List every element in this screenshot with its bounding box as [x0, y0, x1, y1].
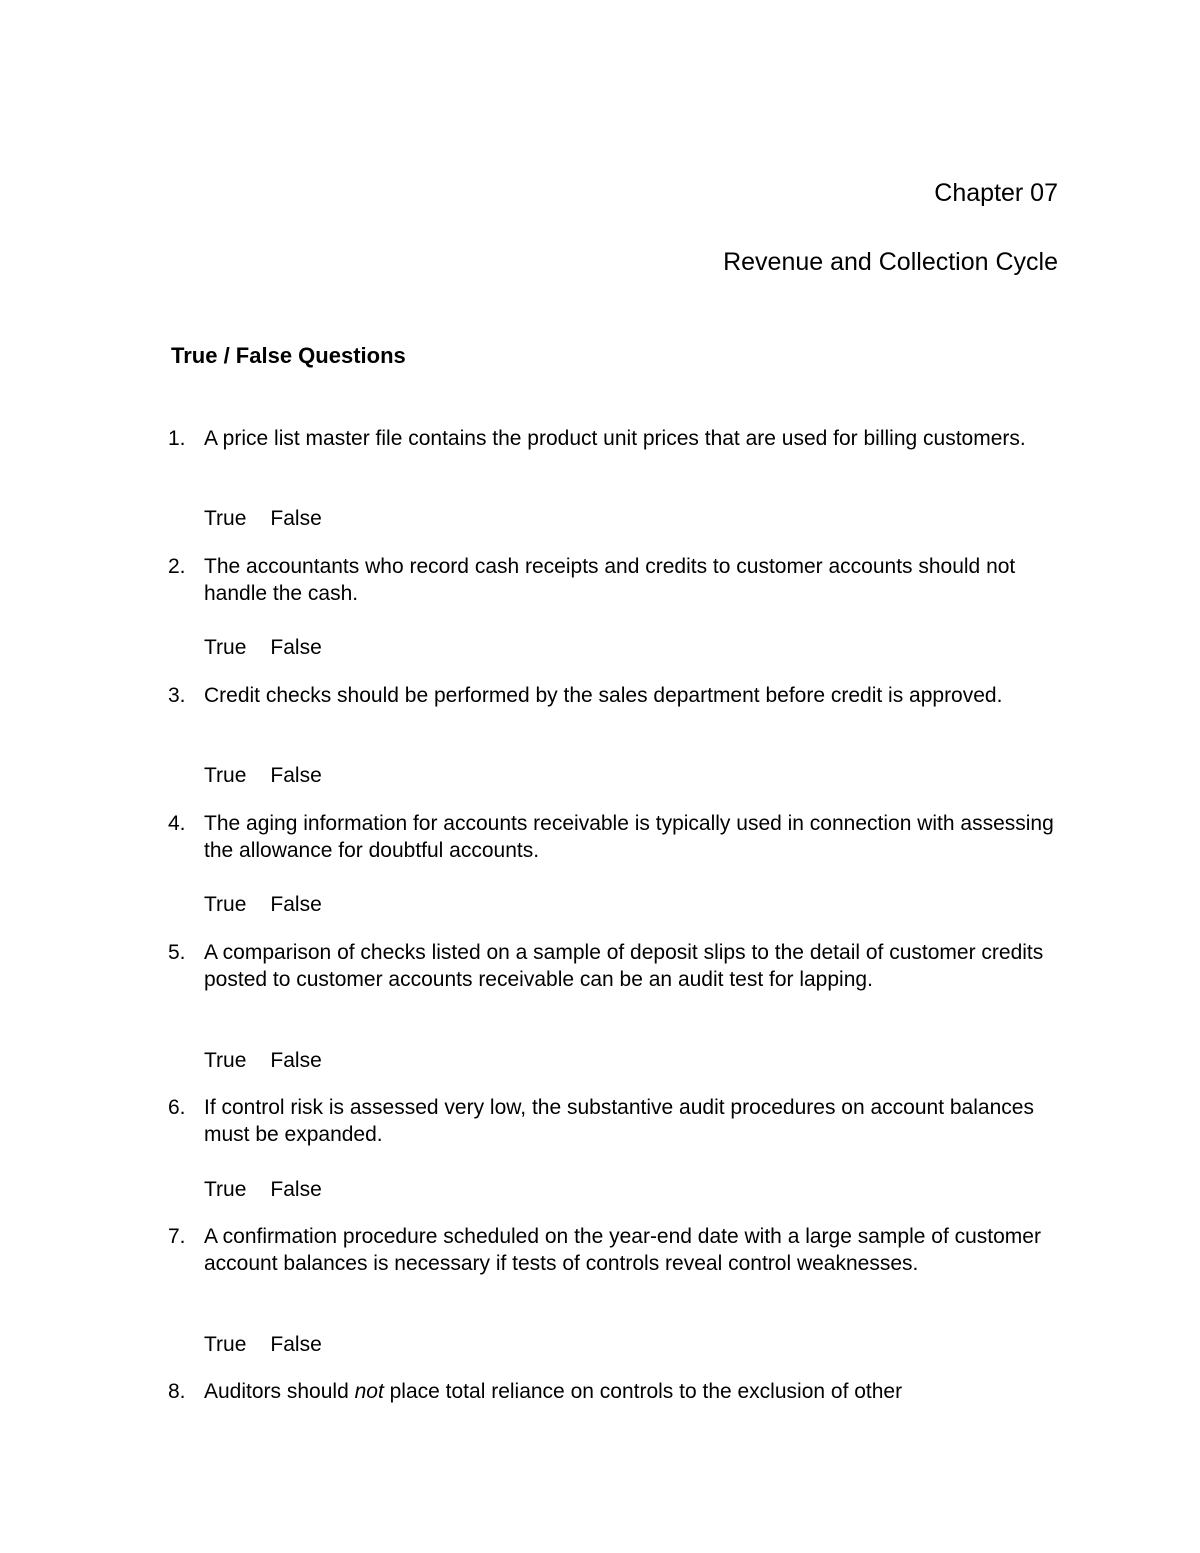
chapter-label: Chapter 07	[934, 179, 1058, 207]
option-false[interactable]: False	[270, 893, 322, 916]
question-number: 6.	[168, 1096, 186, 1119]
question-number: 1.	[168, 427, 186, 450]
question-text-emphasis: not	[354, 1380, 384, 1403]
chapter-title: Revenue and Collection Cycle	[723, 248, 1058, 276]
option-true[interactable]: True	[204, 1049, 247, 1072]
question-text: A comparison of checks listed on a sample of deposit slips to the detail of customer credits posted to customer accounts receivable can be an audit test for lapping.	[204, 941, 1044, 991]
question-2	[168, 553, 1068, 607]
option-false[interactable]: False	[270, 1333, 322, 1356]
true-false-options-2	[204, 634, 322, 661]
question-number: 5.	[168, 941, 186, 964]
question-8	[168, 1378, 1068, 1405]
option-false[interactable]: False	[270, 507, 322, 530]
question-4	[168, 810, 1068, 864]
question-text: Credit checks should be performed by the sales department before credit is approved.	[204, 684, 1003, 707]
question-5	[168, 939, 1068, 993]
option-true[interactable]: True	[204, 893, 247, 916]
option-true[interactable]: True	[204, 1178, 247, 1201]
question-text: The accountants who record cash receipts and credits to customer accounts should not handle the cash.	[204, 555, 1016, 605]
question-text: If control risk is assessed very low, the substantive audit procedures on account balances must be expanded.	[204, 1096, 1034, 1146]
option-false[interactable]: False	[270, 1178, 322, 1201]
true-false-options-1	[204, 505, 322, 532]
true-false-options-5	[204, 1047, 322, 1074]
question-3	[168, 682, 1068, 709]
option-true[interactable]: True	[204, 636, 247, 659]
question-text-before: Auditors should	[204, 1380, 355, 1403]
question-text	[204, 1378, 1064, 1405]
question-6	[168, 1094, 1068, 1148]
option-true[interactable]: True	[204, 764, 247, 787]
question-1	[168, 425, 1068, 452]
true-false-options-4	[204, 891, 322, 918]
question-text-after: place total reliance on controls to the exclusion of other	[383, 1380, 903, 1403]
true-false-options-3	[204, 762, 322, 789]
option-true[interactable]: True	[204, 1333, 247, 1356]
true-false-options-7	[204, 1331, 322, 1358]
question-7	[168, 1223, 1068, 1277]
question-text: A confirmation procedure scheduled on the year-end date with a large sample of customer account balances is necessary if tests of controls reveal control weaknesses.	[204, 1225, 1041, 1275]
option-false[interactable]: False	[270, 1049, 322, 1072]
question-number: 8.	[168, 1380, 186, 1403]
option-false[interactable]: False	[270, 764, 322, 787]
question-number: 3.	[168, 684, 186, 707]
option-false[interactable]: False	[270, 636, 322, 659]
question-text: A price list master file contains the product unit prices that are used for billing customers.	[204, 427, 1026, 450]
question-number: 2.	[168, 555, 186, 578]
true-false-options-6	[204, 1176, 322, 1203]
option-true[interactable]: True	[204, 507, 247, 530]
question-number: 4.	[168, 812, 186, 835]
question-number: 7.	[168, 1225, 186, 1248]
question-text: The aging information for accounts receivable is typically used in connection with assessing the allowance for doubtful accounts.	[204, 812, 1054, 862]
section-heading: True / False Questions	[171, 343, 406, 368]
